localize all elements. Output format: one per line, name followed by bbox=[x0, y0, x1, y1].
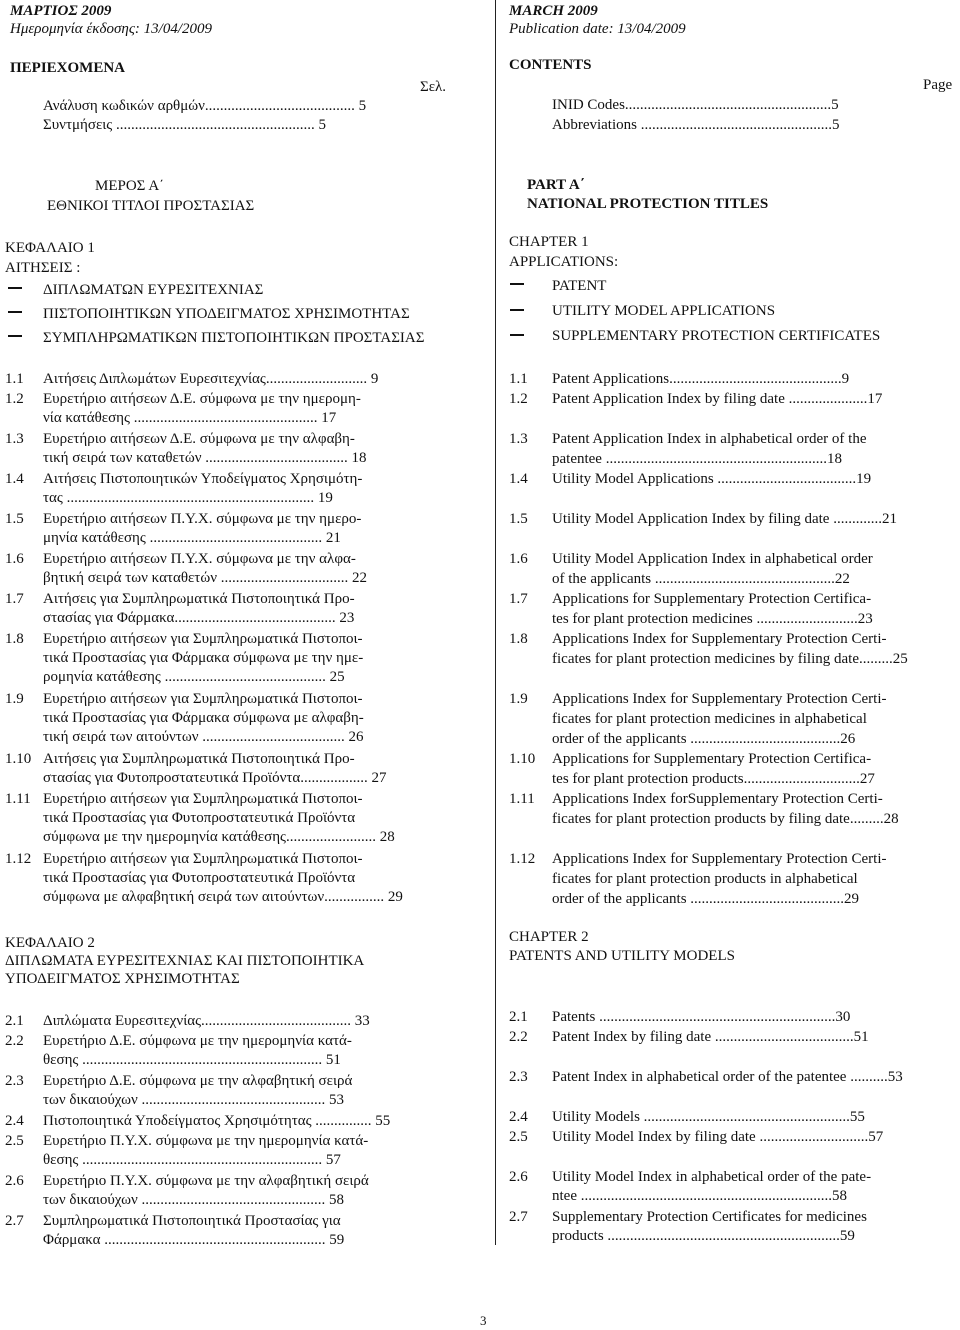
toc-entry-number: 2.5 bbox=[5, 1133, 24, 1149]
right-part-title: PART A΄ bbox=[527, 177, 585, 193]
left-toc-item: Συντμήσεις ..................................................... 5 bbox=[43, 117, 326, 133]
toc-entry-line: Ευρετήριο αιτήσεων για Συμπληρωματικά Πιστοποι- bbox=[43, 631, 363, 647]
dash-bullet bbox=[8, 311, 22, 313]
toc-entry-line: Ευρετήριο αιτήσεων Π.Υ.Χ. σύμφωνα με την ημερο- bbox=[43, 511, 362, 527]
toc-entry-line: ficates for plant protection medicines by filing date.........25 bbox=[552, 651, 908, 667]
toc-entry-line: Αιτήσεις Διπλωμάτων Ευρεσιτεχνίας........................... 9 bbox=[43, 371, 379, 387]
right-page-label: Page bbox=[923, 77, 953, 93]
toc-entry-number: 1.4 bbox=[509, 471, 528, 487]
toc-entry-number: 2.1 bbox=[5, 1013, 24, 1029]
toc-entry-number: 2.1 bbox=[509, 1009, 528, 1025]
left-contents-title: ΠΕΡΙΕΧΟΜΕΝΑ bbox=[10, 60, 126, 76]
right-toc-item: Abbreviations ...................................................5 bbox=[552, 117, 840, 133]
toc-entry-number: 2.4 bbox=[5, 1113, 24, 1129]
left-month: ΜΑΡΤΙΟΣ 2009 bbox=[10, 3, 112, 19]
toc-entry-number: 1.3 bbox=[5, 431, 24, 447]
toc-entry-number: 1.1 bbox=[5, 371, 24, 387]
right-ch1-item: PATENT bbox=[552, 278, 607, 294]
right-toc-item: INID Codes.......................................................5 bbox=[552, 97, 839, 113]
toc-entry-line: order of the applicants .........................................29 bbox=[552, 891, 860, 907]
toc-entry-number: 1.4 bbox=[5, 471, 24, 487]
toc-entry-line: Φάρμακα ........................................................... 59 bbox=[43, 1232, 345, 1248]
toc-entry-line: Utility Model Index in alphabetical order of the pate- bbox=[552, 1169, 872, 1185]
toc-entry-line: Συμπληρωματικά Πιστοποιητικά Προστασίας για bbox=[43, 1213, 341, 1229]
left-part-subtitle: ΕΘΝΙΚΟΙ ΤΙΤΛΟΙ ΠΡΟΣΤΑΣΙΑΣ bbox=[47, 198, 255, 214]
page-number: 3 bbox=[480, 1313, 487, 1328]
right-ch1-sub: APPLICATIONS: bbox=[509, 254, 619, 270]
toc-entry-number: 1.8 bbox=[5, 631, 24, 647]
toc-entry-line: μηνία κατάθεσης .............................................. 21 bbox=[43, 530, 341, 546]
toc-entry-number: 1.7 bbox=[509, 591, 528, 607]
toc-entry-line: Applications Index forSupplementary Protection Certi- bbox=[552, 791, 883, 807]
dash-bullet bbox=[510, 334, 524, 336]
toc-entry-line: Patent Index by filing date .....................................51 bbox=[552, 1029, 869, 1045]
toc-entry-line: of the applicants ................................................22 bbox=[552, 571, 850, 587]
toc-entry-line: Ευρετήριο Π.Υ.Χ. σύμφωνα με την αλφαβητική σειρά bbox=[43, 1173, 369, 1189]
toc-entry-line: Αιτήσεις Πιστοποιητικών Υποδείγματος Χρησιμότη- bbox=[43, 471, 363, 487]
right-pubdate: Publication date: 13/04/2009 bbox=[509, 21, 686, 37]
left-page-label: Σελ. bbox=[420, 79, 447, 95]
toc-entry-line: σύμφωνα με αλφαβητική σειρά των αιτούντων................ 29 bbox=[43, 889, 403, 905]
toc-entry-line: order of the applicants ........................................26 bbox=[552, 731, 856, 747]
toc-entry-number: 1.9 bbox=[509, 691, 528, 707]
left-ch1-sub: ΑΙΤΗΣΕΙΣ : bbox=[5, 260, 81, 276]
toc-entry-number: 2.6 bbox=[509, 1169, 528, 1185]
toc-entry-line: ficates for plant protection medicines in alphabetical bbox=[552, 711, 867, 727]
right-ch2-line: PATENTS AND UTILITY MODELS bbox=[509, 948, 735, 964]
toc-entry-line: patentee ...........................................................18 bbox=[552, 451, 842, 467]
toc-entry-line: Αιτήσεις για Συμπληρωματικά Πιστοποιητικά Προ- bbox=[43, 751, 355, 767]
toc-entry-number: 1.10 bbox=[509, 751, 536, 767]
toc-entry-number: 1.1 bbox=[509, 371, 528, 387]
toc-entry-number: 1.2 bbox=[509, 391, 528, 407]
toc-entry-number: 1.6 bbox=[509, 551, 528, 567]
toc-entry-number: 1.3 bbox=[509, 431, 528, 447]
toc-entry-line: Ευρετήριο αιτήσεων για Συμπληρωματικά Πιστοποι- bbox=[43, 851, 363, 867]
toc-entry-line: βητική σειρά των καταθετών .................................. 22 bbox=[43, 570, 367, 586]
toc-entry-line: Patent Application Index by filing date .....................17 bbox=[552, 391, 883, 407]
left-ch2-line: ΔΙΠΛΩΜΑΤΑ ΕΥΡΕΣΙΤΕΧΝΙΑΣ ΚΑΙ ΠΙΣΤΟΠΟΙΗΤΙΚΑ bbox=[5, 953, 365, 969]
toc-entry-line: Patent Applications..............................................9 bbox=[552, 371, 850, 387]
right-ch1-item: UTILITY MODEL APPLICATIONS bbox=[552, 303, 776, 319]
toc-entry-line: Applications Index for Supplementary Protection Certi- bbox=[552, 691, 887, 707]
dash-bullet bbox=[510, 283, 524, 285]
left-ch1-title: ΚΕΦΑΛΑΙΟ 1 bbox=[5, 240, 95, 256]
toc-entry-line: Utility Model Application Index by filing date .............21 bbox=[552, 511, 897, 527]
toc-entry-number: 2.2 bbox=[5, 1033, 24, 1049]
right-ch2-title: CHAPTER 2 bbox=[509, 929, 589, 945]
toc-entry-number: 1.5 bbox=[509, 511, 528, 527]
toc-entry-number: 1.8 bbox=[509, 631, 528, 647]
left-ch2-title: ΚΕΦΑΛΑΙΟ 2 bbox=[5, 935, 95, 951]
toc-entry-line: των δικαιούχων ................................................. 58 bbox=[43, 1192, 345, 1208]
right-ch1-item: SUPPLEMENTARY PROTECTION CERTIFICATES bbox=[552, 328, 881, 344]
toc-entry-line: Applications Index for Supplementary Protection Certi- bbox=[552, 631, 887, 647]
toc-entry-line: Πιστοποιητικά Υποδείγματος Χρησιμότητας ............... 55 bbox=[43, 1113, 391, 1129]
toc-entry-line: Utility Models .......................................................55 bbox=[552, 1109, 865, 1125]
right-part-subtitle: NATIONAL PROTECTION TITLES bbox=[527, 196, 769, 212]
toc-entry-line: Ευρετήριο Δ.Ε. σύμφωνα με την αλφαβητική σειρά bbox=[43, 1073, 353, 1089]
toc-entry-number: 2.7 bbox=[509, 1209, 528, 1225]
toc-entry-line: τας .................................................................. 19 bbox=[43, 490, 333, 506]
toc-entry-line: Patent Application Index in alphabetical order of the bbox=[552, 431, 867, 447]
toc-entry-line: στασίας για Φυτοπροστατευτικά Προϊόντα.................. 27 bbox=[43, 770, 387, 786]
toc-entry-line: Applications Index for Supplementary Protection Certi- bbox=[552, 851, 887, 867]
left-ch2-line: ΥΠΟΔΕΙΓΜΑΤΟΣ ΧΡΗΣΙΜΟΤΗΤΑΣ bbox=[5, 971, 240, 987]
toc-entry-number: 1.6 bbox=[5, 551, 24, 567]
left-part-title: ΜΕΡΟΣ Α΄ bbox=[95, 178, 165, 194]
toc-entry-line: Ευρετήριο αιτήσεων για Συμπληρωματικά Πιστοποι- bbox=[43, 691, 363, 707]
dash-bullet bbox=[510, 309, 524, 311]
toc-entry-line: Patent Index in alphabetical order of the patentee ..........53 bbox=[552, 1069, 903, 1085]
toc-entry-line: Αιτήσεις για Συμπληρωματικά Πιστοποιητικά Προ- bbox=[43, 591, 355, 607]
left-ch1-item: ΔΙΠΛΩΜΑΤΩΝ ΕΥΡΕΣΙΤΕΧΝΙΑΣ bbox=[43, 282, 264, 298]
toc-entry-line: τική σειρά των καταθετών ...................................... 18 bbox=[43, 450, 367, 466]
toc-entry-line: Ευρετήριο αιτήσεων για Συμπληρωματικά Πιστοποι- bbox=[43, 791, 363, 807]
toc-entry-line: των δικαιούχων ................................................. 53 bbox=[43, 1092, 345, 1108]
toc-entry-line: ficates for plant protection products in alphabetical bbox=[552, 871, 858, 887]
toc-entry-line: Patents ...............................................................30 bbox=[552, 1009, 851, 1025]
dash-bullet bbox=[8, 335, 22, 337]
toc-entry-line: τικά Προστασίας για Φάρμακα σύμφωνα με αλφαβη- bbox=[43, 710, 364, 726]
toc-entry-number: 1.7 bbox=[5, 591, 24, 607]
toc-entry-number: 2.5 bbox=[509, 1129, 528, 1145]
toc-entry-line: Utility Model Index by filing date .............................57 bbox=[552, 1129, 884, 1145]
toc-entry-line: Applications for Supplementary Protection Certifica- bbox=[552, 751, 872, 767]
toc-entry-number: 1.10 bbox=[5, 751, 32, 767]
toc-entry-number: 1.11 bbox=[5, 791, 31, 807]
toc-entry-line: Ευρετήριο αιτήσεων Δ.Ε. σύμφωνα με την αλφαβη- bbox=[43, 431, 355, 447]
toc-entry-line: τική σειρά των αιτούντων ...................................... 26 bbox=[43, 729, 364, 745]
toc-entry-line: Utility Model Application Index in alphabetical order bbox=[552, 551, 873, 567]
toc-entry-line: tes for plant protection medicines ...........................23 bbox=[552, 611, 873, 627]
toc-entry-line: ficates for plant protection products by filing date.........28 bbox=[552, 811, 899, 827]
column-divider bbox=[495, 0, 496, 1245]
toc-entry-line: Utility Model Applications .....................................19 bbox=[552, 471, 872, 487]
toc-entry-line: Διπλώματα Ευρεσιτεχνίας........................................ 33 bbox=[43, 1013, 370, 1029]
toc-entry-line: σύμφωνα με την ημερομηνία κατάθεσης........................ 28 bbox=[43, 829, 395, 845]
toc-entry-line: στασίας για Φάρμακα........................................... 23 bbox=[43, 610, 355, 626]
toc-entry-line: ρομηνία κατάθεσης ........................................... 25 bbox=[43, 669, 345, 685]
toc-entry-line: θεσης ................................................................ 57 bbox=[43, 1152, 341, 1168]
toc-entry-number: 1.11 bbox=[509, 791, 535, 807]
toc-entry-line: Supplementary Protection Certificates for medicines bbox=[552, 1209, 867, 1225]
toc-entry-line: τικά Προστασίας για Φάρμακα σύμφωνα με την ημε- bbox=[43, 650, 364, 666]
toc-entry-number: 1.2 bbox=[5, 391, 24, 407]
toc-entry-number: 2.7 bbox=[5, 1213, 24, 1229]
toc-entry-line: τικά Προστασίας για Φυτοπροστατευτικά Προϊόντα bbox=[43, 870, 356, 886]
toc-entry-number: 2.3 bbox=[5, 1073, 24, 1089]
toc-entry-line: products ..............................................................59 bbox=[552, 1228, 855, 1244]
left-ch1-item: ΠΙΣΤΟΠΟΙΗΤΙΚΩΝ ΥΠΟΔΕΙΓΜΑΤΟΣ ΧΡΗΣΙΜΟΤΗΤΑΣ bbox=[43, 306, 410, 322]
toc-entry-line: tes for plant protection products...............................27 bbox=[552, 771, 875, 787]
left-ch1-item: ΣΥΜΠΛΗΡΩΜΑΤΙΚΩΝ ΠΙΣΤΟΠΟΙΗΤΙΚΩΝ ΠΡΟΣΤΑΣΙΑΣ bbox=[43, 330, 425, 346]
toc-entry-line: θεσης ................................................................ 51 bbox=[43, 1052, 341, 1068]
right-contents-title: CONTENTS bbox=[509, 57, 592, 73]
toc-entry-number: 2.4 bbox=[509, 1109, 528, 1125]
toc-entry-number: 2.2 bbox=[509, 1029, 528, 1045]
dash-bullet bbox=[8, 287, 22, 289]
toc-entry-number: 1.5 bbox=[5, 511, 24, 527]
toc-entry-line: νία κατάθεσης ................................................. 17 bbox=[43, 410, 337, 426]
toc-entry-line: Ευρετήριο αιτήσεων Π.Υ.Χ. σύμφωνα με την αλφα- bbox=[43, 551, 356, 567]
toc-entry-line: ntee ...................................................................58 bbox=[552, 1188, 847, 1204]
right-month: MARCH 2009 bbox=[509, 3, 598, 19]
toc-entry-number: 1.12 bbox=[5, 851, 32, 867]
toc-entry-line: τικά Προστασίας για Φυτοπροστατευτικά Προϊόντα bbox=[43, 810, 356, 826]
toc-entry-line: Applications for Supplementary Protection Certifica- bbox=[552, 591, 872, 607]
toc-entry-line: Ευρετήριο Δ.Ε. σύμφωνα με την ημερομηνία κατά- bbox=[43, 1033, 352, 1049]
toc-entry-number: 2.6 bbox=[5, 1173, 24, 1189]
toc-entry-line: Ευρετήριο Π.Υ.Χ. σύμφωνα με την ημερομηνία κατά- bbox=[43, 1133, 369, 1149]
toc-entry-number: 1.12 bbox=[509, 851, 536, 867]
left-pubdate: Ημερομηνία έκδοσης: 13/04/2009 bbox=[10, 21, 212, 37]
toc-entry-number: 2.3 bbox=[509, 1069, 528, 1085]
right-ch1-title: CHAPTER 1 bbox=[509, 234, 589, 250]
toc-entry-number: 1.9 bbox=[5, 691, 24, 707]
left-toc-item: Ανάλυση κωδικών αρθμών........................................ 5 bbox=[43, 98, 367, 114]
toc-entry-line: Ευρετήριο αιτήσεων Δ.Ε. σύμφωνα με την ημερομη- bbox=[43, 391, 361, 407]
